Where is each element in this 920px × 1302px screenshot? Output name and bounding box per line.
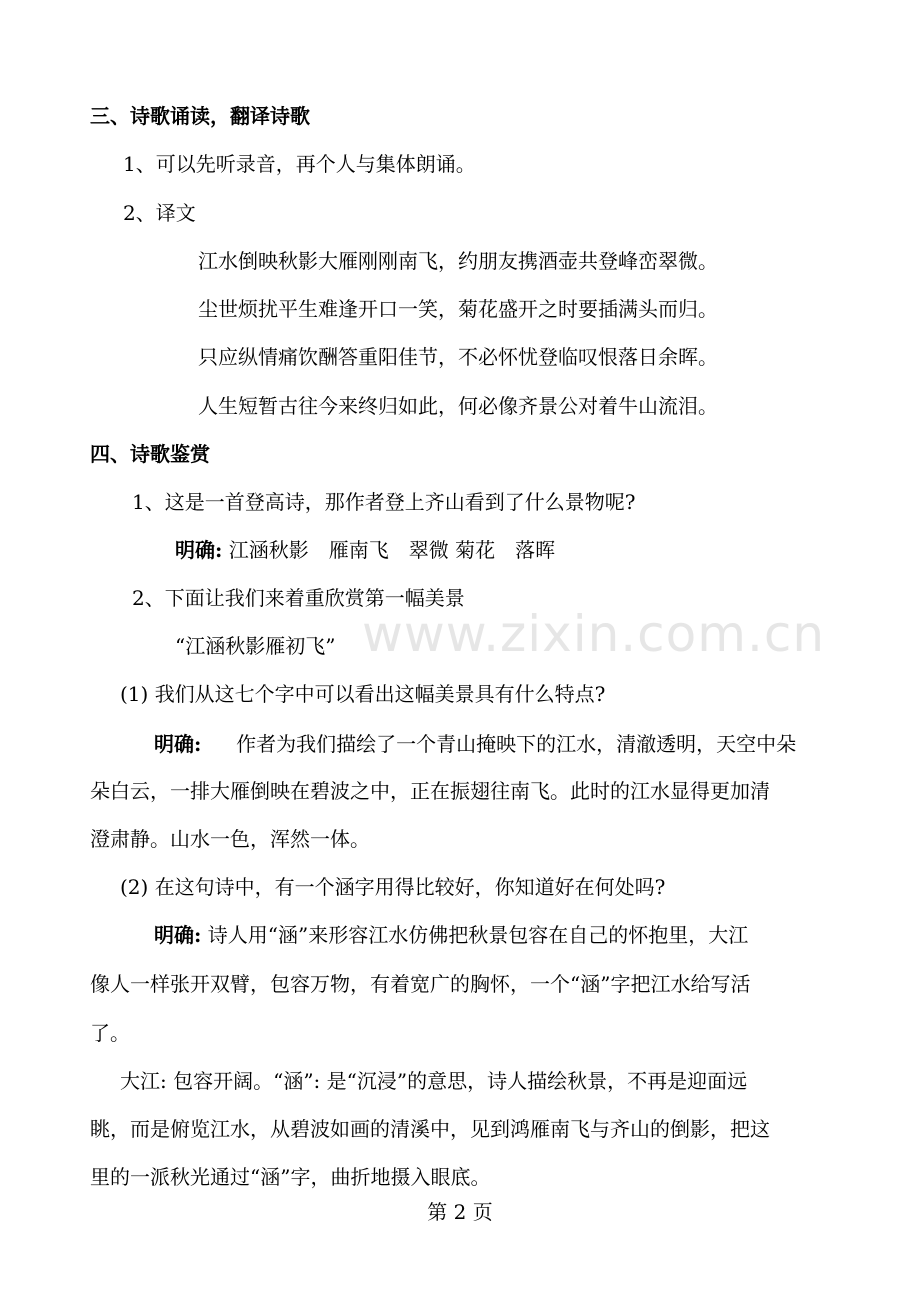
- sub-answer-1-line-2: 朵白云，一排大雁倒映在碧波之中，正在振翅往南飞。此时的江水显得更加清: [90, 779, 770, 803]
- poem-quote: “江涵秋影雁初飞”: [175, 634, 336, 658]
- question-1: 1、这是一首登高诗，那作者登上齐山看到了什么景物呢?: [132, 490, 636, 514]
- section-4-heading: 四、诗歌鉴赏: [90, 442, 210, 466]
- answer-1: [175, 537, 555, 563]
- watermark-text: www.zixin.com.cn: [362, 605, 826, 663]
- sub-answer-2-line-1: [154, 922, 748, 948]
- sub-answer-1-label: 明确:: [154, 732, 202, 756]
- note-line-3: 里的一派秋光通过“涵”字，曲折地摄入眼底。: [90, 1165, 491, 1189]
- sub-answer-2-label: 明确:: [154, 923, 202, 947]
- section-3-heading: 三、诗歌诵读，翻译诗歌: [90, 104, 310, 128]
- translation-line-2: 尘世烦扰平生难逢开口一笑，菊花盛开之时要插满头而归。: [198, 297, 718, 321]
- page-number: 第 2 页: [427, 1200, 493, 1224]
- sub-answer-2-line-2: 像人一样张开双臂，包容万物，有着宽广的胸怀，一个“涵”字把江水给写活: [90, 972, 751, 996]
- note-line-2: 眺，而是俯览江水，从碧波如画的清溪中，见到鸿雁南飞与齐山的倒影，把这: [90, 1117, 770, 1141]
- sub-answer-2-line-3: 了。: [90, 1021, 130, 1045]
- answer-1-text: 江涵秋影 雁南飞 翠微 菊花 落晖: [228, 538, 556, 562]
- section-3-item-2: 2、译文: [123, 201, 196, 225]
- answer-1-label: 明确:: [175, 538, 223, 562]
- translation-line-1: 江水倒映秋影大雁刚刚南飞，约朋友携酒壶共登峰峦翠微。: [198, 249, 718, 273]
- translation-line-3: 只应纵情痛饮酬答重阳佳节，不必怀忧登临叹恨落日余晖。: [198, 345, 718, 369]
- sub-answer-1-line-1: [154, 731, 796, 757]
- sub-question-2: (2) 在这句诗中，有一个涵字用得比较好，你知道好在何处吗?: [120, 875, 666, 899]
- translation-line-4: 人生短暂古往今来终归如此，何必像齐景公对着牛山流泪。: [198, 394, 718, 418]
- sub-question-1: (1) 我们从这七个字中可以看出这幅美景具有什么特点?: [120, 682, 606, 706]
- sub-answer-1-line-3: 澄肃静。山水一色，浑然一体。: [90, 827, 370, 851]
- question-2: 2、下面让我们来着重欣赏第一幅美景: [132, 586, 465, 610]
- note-line-1: 大江: 包容开阔。“涵”: 是“沉浸”的意思，诗人描绘秋景，不再是迎面远: [120, 1069, 748, 1093]
- sub-answer-1-text-1: 作者为我们描绘了一个青山掩映下的江水，清澈透明，天空中朵: [236, 732, 797, 756]
- section-3-item-1: 1、可以先听录音，再个人与集体朗诵。: [123, 152, 476, 176]
- sub-answer-2-text-1: 诗人用“涵”来形容江水仿佛把秋景包容在自己的怀抱里，大江: [207, 923, 749, 947]
